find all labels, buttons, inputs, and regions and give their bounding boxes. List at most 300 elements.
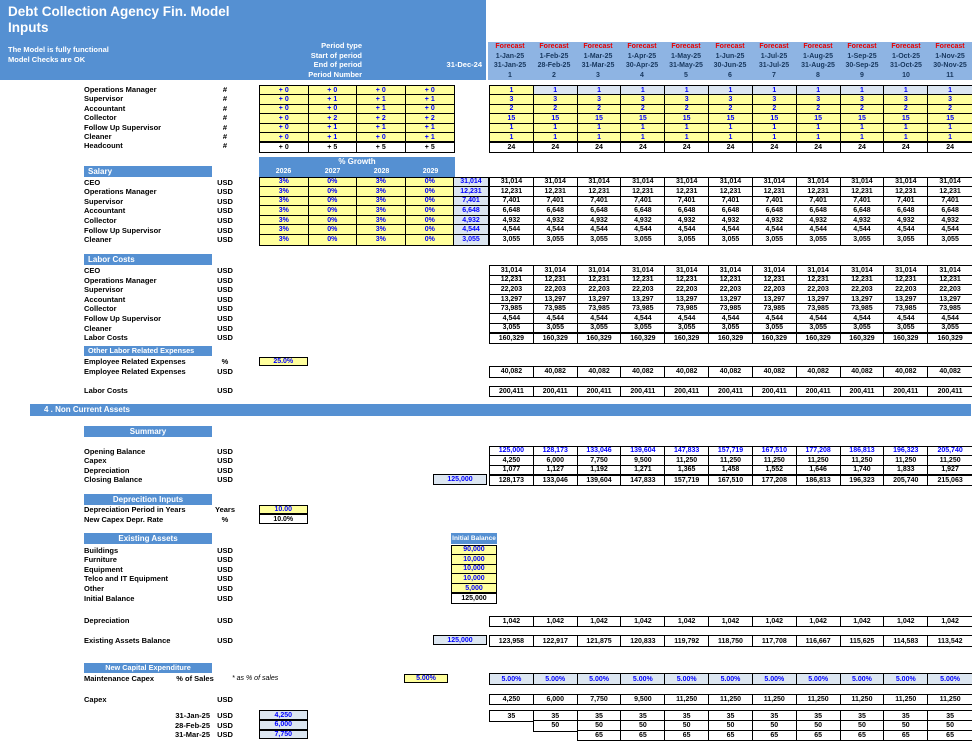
labor-cost-cell[interactable]: 3,055 <box>665 324 709 334</box>
salary-value-cell[interactable]: 4,932 <box>928 216 972 226</box>
labor-cost-cell[interactable]: 4,544 <box>797 314 841 324</box>
salary-value-cell[interactable]: 6,648 <box>665 206 709 216</box>
labor-cost-cell[interactable]: 3,055 <box>621 324 665 334</box>
headcount-value-cell[interactable]: 1 <box>534 86 578 95</box>
labor-cost-cell[interactable]: 13,297 <box>621 295 665 305</box>
maintenance-capex-cell[interactable]: 5.00% <box>709 674 753 684</box>
salary-value-cell[interactable]: 4,544 <box>534 225 578 235</box>
summary-value-cell[interactable]: 1,192 <box>578 466 622 476</box>
monthly-capex-cell[interactable]: 35 <box>841 711 885 721</box>
labor-cost-cell[interactable]: 73,985 <box>797 304 841 314</box>
salary-value-cell[interactable]: 3,055 <box>621 235 665 245</box>
headcount-value-cell[interactable]: 1 <box>665 133 709 142</box>
headcount-value-cell[interactable]: 3 <box>578 95 622 104</box>
total-labor-cost-cell[interactable]: 200,411 <box>621 387 665 397</box>
monthly-capex-cell[interactable]: 35 <box>665 711 709 721</box>
existing-assets-balance-cell[interactable]: 115,625 <box>841 636 885 646</box>
capex-cell[interactable]: 6,000 <box>534 695 578 705</box>
labor-cost-cell[interactable]: 3,055 <box>797 324 841 334</box>
capex-cell[interactable]: 11,250 <box>753 695 797 705</box>
existing-assets-balance-cell[interactable]: 122,917 <box>534 636 578 646</box>
capex-cell[interactable]: 11,250 <box>665 695 709 705</box>
salary-value-cell[interactable]: 4,932 <box>665 216 709 226</box>
summary-value-cell[interactable]: 157,719 <box>665 475 709 485</box>
salary-value-cell[interactable]: 3,055 <box>753 235 797 245</box>
headcount-value-cell[interactable]: 1 <box>884 124 928 133</box>
labor-cost-cell[interactable]: 73,985 <box>490 304 534 314</box>
headcount-value-cell[interactable]: 3 <box>709 95 753 104</box>
growth-input-cell[interactable]: 3% <box>260 206 309 216</box>
labor-cost-cell[interactable]: 73,985 <box>884 304 928 314</box>
salary-value-cell[interactable]: 31,014 <box>621 178 665 188</box>
summary-value-cell[interactable]: 147,833 <box>665 447 709 457</box>
salary-value-cell[interactable]: 6,648 <box>490 206 534 216</box>
summary-value-cell[interactable]: 11,250 <box>665 456 709 466</box>
summary-value-cell[interactable]: 1,365 <box>665 466 709 476</box>
salary-value-cell[interactable]: 12,231 <box>578 187 622 197</box>
labor-cost-cell[interactable]: 3,055 <box>490 324 534 334</box>
maintenance-capex-cell[interactable]: 5.00% <box>490 674 534 684</box>
growth-input-cell[interactable]: 0% <box>309 216 358 226</box>
salary-value-cell[interactable]: 4,544 <box>621 225 665 235</box>
growth-input-cell[interactable]: 3% <box>260 178 309 188</box>
existing-assets-balance-cell[interactable]: 118,750 <box>709 636 753 646</box>
headcount-delta-cell[interactable]: + 1 <box>357 105 406 114</box>
total-labor-cost-cell[interactable]: 200,411 <box>753 387 797 397</box>
headcount-value-cell[interactable]: 3 <box>884 95 928 104</box>
headcount-value-cell[interactable]: 15 <box>797 114 841 123</box>
salary-value-cell[interactable]: 6,648 <box>621 206 665 216</box>
salary-value-cell[interactable]: 31,014 <box>578 178 622 188</box>
summary-value-cell[interactable]: 1,740 <box>841 466 885 476</box>
labor-cost-cell[interactable]: 3,055 <box>928 324 972 334</box>
salary-value-cell[interactable]: 6,648 <box>797 206 841 216</box>
monthly-capex-input[interactable]: 4,250 <box>259 710 308 720</box>
salary-value-cell[interactable]: 7,401 <box>665 197 709 207</box>
summary-value-cell[interactable]: 11,250 <box>884 456 928 466</box>
labor-cost-cell[interactable]: 12,231 <box>621 276 665 286</box>
salary-value-cell[interactable]: 3,055 <box>928 235 972 245</box>
salary-value-cell[interactable]: 7,401 <box>928 197 972 207</box>
headcount-value-cell[interactable]: 1 <box>578 124 622 133</box>
monthly-capex-cell[interactable]: 35 <box>928 711 972 721</box>
labor-cost-cell[interactable]: 13,297 <box>753 295 797 305</box>
monthly-capex-cell[interactable]: 50 <box>621 721 665 731</box>
headcount-value-cell[interactable]: 15 <box>534 114 578 123</box>
summary-value-cell[interactable]: 1,077 <box>490 466 534 476</box>
salary-value-cell[interactable]: 4,932 <box>884 216 928 226</box>
labor-cost-cell[interactable]: 73,985 <box>665 304 709 314</box>
headcount-value-cell[interactable]: 1 <box>797 86 841 95</box>
summary-value-cell[interactable]: 125,000 <box>490 447 534 457</box>
labor-cost-cell[interactable]: 73,985 <box>841 304 885 314</box>
headcount-value-cell[interactable]: 1 <box>490 86 534 95</box>
maintenance-capex-cell[interactable]: 5.00% <box>753 674 797 684</box>
headcount-value-cell[interactable]: 1 <box>621 124 665 133</box>
labor-cost-cell[interactable]: 31,014 <box>490 266 534 276</box>
closing-opening-balance-cell[interactable]: 125,000 <box>433 474 487 485</box>
salary-value-cell[interactable]: 4,544 <box>709 225 753 235</box>
existing-assets-balance-cell[interactable]: 117,708 <box>753 636 797 646</box>
monthly-capex-cell[interactable]: 65 <box>928 731 972 741</box>
headcount-value-cell[interactable]: 1 <box>534 124 578 133</box>
salary-value-cell[interactable]: 4,932 <box>534 216 578 226</box>
labor-cost-cell[interactable]: 4,544 <box>841 314 885 324</box>
labor-cost-cell[interactable]: 13,297 <box>928 295 972 305</box>
depreciation-cell[interactable]: 1,042 <box>534 617 578 627</box>
salary-value-cell[interactable]: 3,055 <box>490 235 534 245</box>
salary-value-cell[interactable]: 31,014 <box>665 178 709 188</box>
summary-value-cell[interactable]: 205,740 <box>884 475 928 485</box>
summary-value-cell[interactable]: 11,250 <box>797 456 841 466</box>
monthly-capex-cell[interactable]: 35 <box>753 711 797 721</box>
summary-value-cell[interactable]: 177,208 <box>797 447 841 457</box>
headcount-delta-cell[interactable]: + 0 <box>260 105 309 114</box>
headcount-delta-cell[interactable]: + 1 <box>406 124 455 133</box>
labor-cost-cell[interactable]: 31,014 <box>665 266 709 276</box>
initial-balance-cell[interactable]: 125,000 <box>452 593 496 603</box>
headcount-value-cell[interactable]: 1 <box>841 124 885 133</box>
growth-input-cell[interactable]: 3% <box>357 216 406 226</box>
capex-cell[interactable]: 11,250 <box>841 695 885 705</box>
headcount-value-cell[interactable]: 1 <box>490 133 534 142</box>
labor-cost-cell[interactable]: 12,231 <box>884 276 928 286</box>
headcount-value-cell[interactable]: 3 <box>928 95 972 104</box>
summary-value-cell[interactable]: 11,250 <box>709 456 753 466</box>
summary-value-cell[interactable]: 11,250 <box>841 456 885 466</box>
headcount-delta-cell[interactable]: + 1 <box>357 124 406 133</box>
growth-input-cell[interactable]: 0% <box>406 187 455 197</box>
headcount-value-cell[interactable]: 2 <box>841 105 885 114</box>
salary-value-cell[interactable]: 12,231 <box>884 187 928 197</box>
headcount-value-cell[interactable]: 2 <box>490 105 534 114</box>
total-labor-cost-cell[interactable]: 200,411 <box>534 387 578 397</box>
labor-cost-cell[interactable]: 22,203 <box>928 285 972 295</box>
summary-value-cell[interactable]: 196,323 <box>841 475 885 485</box>
capex-cell[interactable]: 11,250 <box>928 695 972 705</box>
salary-opening-cell[interactable]: 4,932 <box>454 216 488 226</box>
headcount-value-cell[interactable]: 1 <box>578 86 622 95</box>
monthly-capex-cell[interactable]: 35 <box>884 711 928 721</box>
salary-value-cell[interactable]: 3,055 <box>534 235 578 245</box>
depreciation-period-input[interactable]: 10.00 <box>259 505 308 515</box>
monthly-capex-cell[interactable]: 65 <box>709 731 753 741</box>
salary-value-cell[interactable]: 7,401 <box>884 197 928 207</box>
summary-value-cell[interactable]: 167,510 <box>709 475 753 485</box>
labor-cost-cell[interactable]: 12,231 <box>797 276 841 286</box>
headcount-value-cell[interactable]: 24 <box>665 142 709 151</box>
headcount-value-cell[interactable]: 15 <box>578 114 622 123</box>
headcount-value-cell[interactable]: 1 <box>753 133 797 142</box>
salary-value-cell[interactable]: 12,231 <box>621 187 665 197</box>
headcount-value-cell[interactable]: 1 <box>665 86 709 95</box>
headcount-value-cell[interactable]: 1 <box>534 133 578 142</box>
salary-opening-cell[interactable]: 7,401 <box>454 197 488 207</box>
summary-value-cell[interactable]: 1,833 <box>884 466 928 476</box>
labor-cost-cell[interactable]: 13,297 <box>841 295 885 305</box>
labor-cost-cell[interactable]: 22,203 <box>753 285 797 295</box>
labor-cost-cell[interactable]: 4,544 <box>884 314 928 324</box>
salary-value-cell[interactable]: 6,648 <box>884 206 928 216</box>
depreciation-cell[interactable]: 1,042 <box>753 617 797 627</box>
labor-cost-cell[interactable]: 22,203 <box>709 285 753 295</box>
headcount-delta-cell[interactable]: + 0 <box>406 105 455 114</box>
salary-value-cell[interactable]: 12,231 <box>665 187 709 197</box>
labor-cost-cell[interactable]: 31,014 <box>709 266 753 276</box>
capex-depr-rate-cell[interactable]: 10.0% <box>259 514 308 524</box>
labor-cost-cell[interactable]: 160,329 <box>841 333 885 343</box>
headcount-value-cell[interactable]: 3 <box>490 95 534 104</box>
labor-cost-cell[interactable]: 22,203 <box>841 285 885 295</box>
headcount-delta-cell[interactable]: + 2 <box>406 114 455 123</box>
headcount-value-cell[interactable]: 3 <box>797 95 841 104</box>
summary-value-cell[interactable]: 157,719 <box>709 447 753 457</box>
labor-cost-cell[interactable]: 160,329 <box>753 333 797 343</box>
summary-value-cell[interactable]: 133,046 <box>578 447 622 457</box>
headcount-delta-cell[interactable]: + 0 <box>357 133 406 142</box>
related-expenses-cell[interactable]: 40,082 <box>490 367 534 377</box>
growth-input-cell[interactable]: 3% <box>357 178 406 188</box>
labor-cost-cell[interactable]: 22,203 <box>665 285 709 295</box>
headcount-value-cell[interactable]: 2 <box>884 105 928 114</box>
labor-cost-cell[interactable]: 73,985 <box>928 304 972 314</box>
growth-input-cell[interactable]: 0% <box>309 225 358 235</box>
labor-cost-cell[interactable]: 31,014 <box>841 266 885 276</box>
labor-cost-cell[interactable]: 31,014 <box>797 266 841 276</box>
headcount-delta-cell[interactable]: + 2 <box>309 114 358 123</box>
maintenance-capex-cell[interactable]: 5.00% <box>797 674 841 684</box>
related-expenses-cell[interactable]: 40,082 <box>709 367 753 377</box>
salary-value-cell[interactable]: 6,648 <box>578 206 622 216</box>
growth-input-cell[interactable]: 0% <box>406 197 455 207</box>
salary-value-cell[interactable]: 4,932 <box>753 216 797 226</box>
summary-value-cell[interactable]: 4,250 <box>490 456 534 466</box>
depreciation-cell[interactable]: 1,042 <box>841 617 885 627</box>
headcount-value-cell[interactable]: 2 <box>534 105 578 114</box>
salary-value-cell[interactable]: 4,544 <box>578 225 622 235</box>
salary-value-cell[interactable]: 4,544 <box>753 225 797 235</box>
summary-value-cell[interactable]: 186,813 <box>841 447 885 457</box>
related-expenses-pct-input[interactable]: 25.0% <box>259 357 308 367</box>
headcount-delta-cell[interactable]: + 0 <box>260 133 309 142</box>
headcount-value-cell[interactable]: 2 <box>797 105 841 114</box>
summary-value-cell[interactable]: 1,552 <box>753 466 797 476</box>
existing-assets-balance-cell[interactable]: 123,958 <box>490 636 534 646</box>
labor-cost-cell[interactable]: 160,329 <box>709 333 753 343</box>
labor-cost-cell[interactable]: 31,014 <box>884 266 928 276</box>
salary-value-cell[interactable]: 31,014 <box>841 178 885 188</box>
salary-value-cell[interactable]: 4,932 <box>621 216 665 226</box>
maintenance-capex-cell[interactable]: 5.00% <box>884 674 928 684</box>
headcount-value-cell[interactable]: 3 <box>665 95 709 104</box>
headcount-value-cell[interactable]: 24 <box>621 142 665 151</box>
growth-input-cell[interactable]: 3% <box>357 235 406 245</box>
existing-assets-balance-cell[interactable]: 120,833 <box>621 636 665 646</box>
labor-cost-cell[interactable]: 22,203 <box>884 285 928 295</box>
salary-value-cell[interactable]: 12,231 <box>841 187 885 197</box>
salary-value-cell[interactable]: 6,648 <box>709 206 753 216</box>
depreciation-cell[interactable]: 1,042 <box>665 617 709 627</box>
monthly-capex-cell[interactable]: 35 <box>621 711 665 721</box>
summary-value-cell[interactable]: 1,458 <box>709 466 753 476</box>
headcount-value-cell[interactable]: 3 <box>621 95 665 104</box>
related-expenses-cell[interactable]: 40,082 <box>753 367 797 377</box>
labor-cost-cell[interactable]: 73,985 <box>578 304 622 314</box>
growth-input-cell[interactable]: 3% <box>260 197 309 207</box>
headcount-delta-cell[interactable]: + 0 <box>260 95 309 104</box>
depreciation-cell[interactable]: 1,042 <box>884 617 928 627</box>
labor-cost-cell[interactable]: 12,231 <box>841 276 885 286</box>
headcount-delta-cell[interactable]: + 5 <box>406 142 455 151</box>
growth-input-cell[interactable]: 0% <box>309 206 358 216</box>
salary-opening-cell[interactable]: 4,544 <box>454 225 488 235</box>
summary-value-cell[interactable]: 133,046 <box>534 475 578 485</box>
labor-cost-cell[interactable]: 31,014 <box>621 266 665 276</box>
existing-assets-balance-cell[interactable]: 116,667 <box>797 636 841 646</box>
monthly-capex-cell[interactable]: 50 <box>797 721 841 731</box>
labor-cost-cell[interactable]: 3,055 <box>753 324 797 334</box>
salary-value-cell[interactable]: 12,231 <box>534 187 578 197</box>
headcount-value-cell[interactable]: 1 <box>490 124 534 133</box>
salary-value-cell[interactable]: 12,231 <box>753 187 797 197</box>
headcount-delta-cell[interactable]: + 1 <box>309 124 358 133</box>
headcount-value-cell[interactable]: 24 <box>709 142 753 151</box>
labor-cost-cell[interactable]: 4,544 <box>578 314 622 324</box>
growth-input-cell[interactable]: 0% <box>309 178 358 188</box>
labor-cost-cell[interactable]: 73,985 <box>534 304 578 314</box>
growth-input-cell[interactable]: 3% <box>357 225 406 235</box>
summary-value-cell[interactable]: 196,323 <box>884 447 928 457</box>
monthly-capex-cell[interactable]: 65 <box>841 731 885 741</box>
headcount-delta-cell[interactable]: + 0 <box>309 105 358 114</box>
headcount-value-cell[interactable]: 15 <box>884 114 928 123</box>
summary-value-cell[interactable]: 147,833 <box>621 475 665 485</box>
related-expenses-cell[interactable]: 40,082 <box>534 367 578 377</box>
headcount-value-cell[interactable]: 1 <box>884 133 928 142</box>
growth-input-cell[interactable]: 0% <box>406 225 455 235</box>
headcount-delta-cell[interactable]: + 5 <box>309 142 358 151</box>
initial-balance-cell[interactable]: 10,000 <box>452 574 496 584</box>
headcount-value-cell[interactable]: 15 <box>709 114 753 123</box>
headcount-delta-cell[interactable]: + 1 <box>406 133 455 142</box>
capex-cell[interactable]: 11,250 <box>797 695 841 705</box>
monthly-capex-cell[interactable]: 35 <box>534 711 578 721</box>
capex-cell[interactable]: 4,250 <box>490 695 534 705</box>
headcount-delta-cell[interactable]: + 0 <box>260 124 309 133</box>
headcount-value-cell[interactable]: 1 <box>709 86 753 95</box>
summary-value-cell[interactable]: 186,813 <box>797 475 841 485</box>
depreciation-cell[interactable]: 1,042 <box>709 617 753 627</box>
headcount-delta-cell[interactable]: + 2 <box>357 114 406 123</box>
labor-cost-cell[interactable]: 22,203 <box>621 285 665 295</box>
salary-value-cell[interactable]: 6,648 <box>753 206 797 216</box>
headcount-value-cell[interactable]: 15 <box>490 114 534 123</box>
monthly-capex-input[interactable]: 6,000 <box>259 720 308 730</box>
headcount-value-cell[interactable]: 2 <box>753 105 797 114</box>
labor-cost-cell[interactable]: 12,231 <box>534 276 578 286</box>
existing-assets-balance-cell[interactable]: 113,542 <box>928 636 972 646</box>
headcount-value-cell[interactable]: 3 <box>753 95 797 104</box>
salary-value-cell[interactable]: 4,544 <box>841 225 885 235</box>
summary-value-cell[interactable]: 1,127 <box>534 466 578 476</box>
labor-cost-cell[interactable]: 73,985 <box>709 304 753 314</box>
salary-value-cell[interactable]: 31,014 <box>709 178 753 188</box>
headcount-value-cell[interactable]: 15 <box>665 114 709 123</box>
salary-value-cell[interactable]: 4,544 <box>928 225 972 235</box>
summary-value-cell[interactable]: 1,271 <box>621 466 665 476</box>
growth-input-cell[interactable]: 3% <box>357 187 406 197</box>
headcount-value-cell[interactable]: 1 <box>884 86 928 95</box>
headcount-delta-cell[interactable]: + 0 <box>309 86 358 95</box>
headcount-value-cell[interactable]: 24 <box>884 142 928 151</box>
salary-value-cell[interactable]: 12,231 <box>490 187 534 197</box>
salary-value-cell[interactable]: 4,544 <box>490 225 534 235</box>
headcount-value-cell[interactable]: 15 <box>841 114 885 123</box>
headcount-value-cell[interactable]: 15 <box>928 114 972 123</box>
labor-cost-cell[interactable]: 12,231 <box>753 276 797 286</box>
headcount-value-cell[interactable]: 1 <box>753 86 797 95</box>
monthly-capex-cell[interactable]: 65 <box>665 731 709 741</box>
salary-value-cell[interactable]: 4,932 <box>578 216 622 226</box>
headcount-value-cell[interactable]: 2 <box>578 105 622 114</box>
total-labor-cost-cell[interactable]: 200,411 <box>490 387 534 397</box>
capex-cell[interactable]: 11,250 <box>884 695 928 705</box>
headcount-delta-cell[interactable]: + 0 <box>357 86 406 95</box>
related-expenses-cell[interactable]: 40,082 <box>621 367 665 377</box>
labor-cost-cell[interactable]: 31,014 <box>534 266 578 276</box>
headcount-delta-cell[interactable]: + 0 <box>260 114 309 123</box>
capex-cell[interactable]: 11,250 <box>709 695 753 705</box>
headcount-value-cell[interactable]: 1 <box>621 133 665 142</box>
headcount-value-cell[interactable]: 1 <box>841 86 885 95</box>
monthly-capex-input[interactable]: 7,750 <box>259 730 308 740</box>
headcount-value-cell[interactable]: 2 <box>709 105 753 114</box>
monthly-capex-cell[interactable]: 50 <box>841 721 885 731</box>
labor-cost-cell[interactable]: 13,297 <box>709 295 753 305</box>
salary-value-cell[interactable]: 6,648 <box>928 206 972 216</box>
monthly-capex-cell[interactable]: 35 <box>578 711 622 721</box>
headcount-delta-cell[interactable]: + 0 <box>260 86 309 95</box>
salary-value-cell[interactable]: 4,544 <box>797 225 841 235</box>
labor-cost-cell[interactable]: 160,329 <box>490 333 534 343</box>
headcount-value-cell[interactable]: 15 <box>753 114 797 123</box>
labor-cost-cell[interactable]: 4,544 <box>621 314 665 324</box>
labor-cost-cell[interactable]: 12,231 <box>928 276 972 286</box>
initial-balance-cell[interactable]: 10,000 <box>452 555 496 565</box>
monthly-capex-cell[interactable]: 50 <box>928 721 972 731</box>
growth-input-cell[interactable]: 0% <box>406 216 455 226</box>
salary-value-cell[interactable]: 12,231 <box>797 187 841 197</box>
headcount-value-cell[interactable]: 2 <box>621 105 665 114</box>
headcount-value-cell[interactable]: 24 <box>490 142 534 151</box>
growth-input-cell[interactable]: 0% <box>406 178 455 188</box>
summary-value-cell[interactable]: 128,173 <box>490 475 534 485</box>
labor-cost-cell[interactable]: 73,985 <box>753 304 797 314</box>
headcount-value-cell[interactable]: 24 <box>928 142 972 151</box>
labor-cost-cell[interactable]: 4,544 <box>665 314 709 324</box>
growth-input-cell[interactable]: 3% <box>357 197 406 207</box>
labor-cost-cell[interactable]: 22,203 <box>578 285 622 295</box>
monthly-capex-cell[interactable]: 35 <box>709 711 753 721</box>
summary-value-cell[interactable]: 1,646 <box>797 466 841 476</box>
summary-value-cell[interactable]: 1,927 <box>928 466 972 476</box>
headcount-delta-cell[interactable]: + 5 <box>357 142 406 151</box>
maintenance-capex-cell[interactable]: 5.00% <box>841 674 885 684</box>
salary-value-cell[interactable]: 31,014 <box>753 178 797 188</box>
labor-cost-cell[interactable]: 3,055 <box>578 324 622 334</box>
maintenance-capex-cell[interactable]: 5.00% <box>534 674 578 684</box>
capex-cell[interactable]: 9,500 <box>621 695 665 705</box>
